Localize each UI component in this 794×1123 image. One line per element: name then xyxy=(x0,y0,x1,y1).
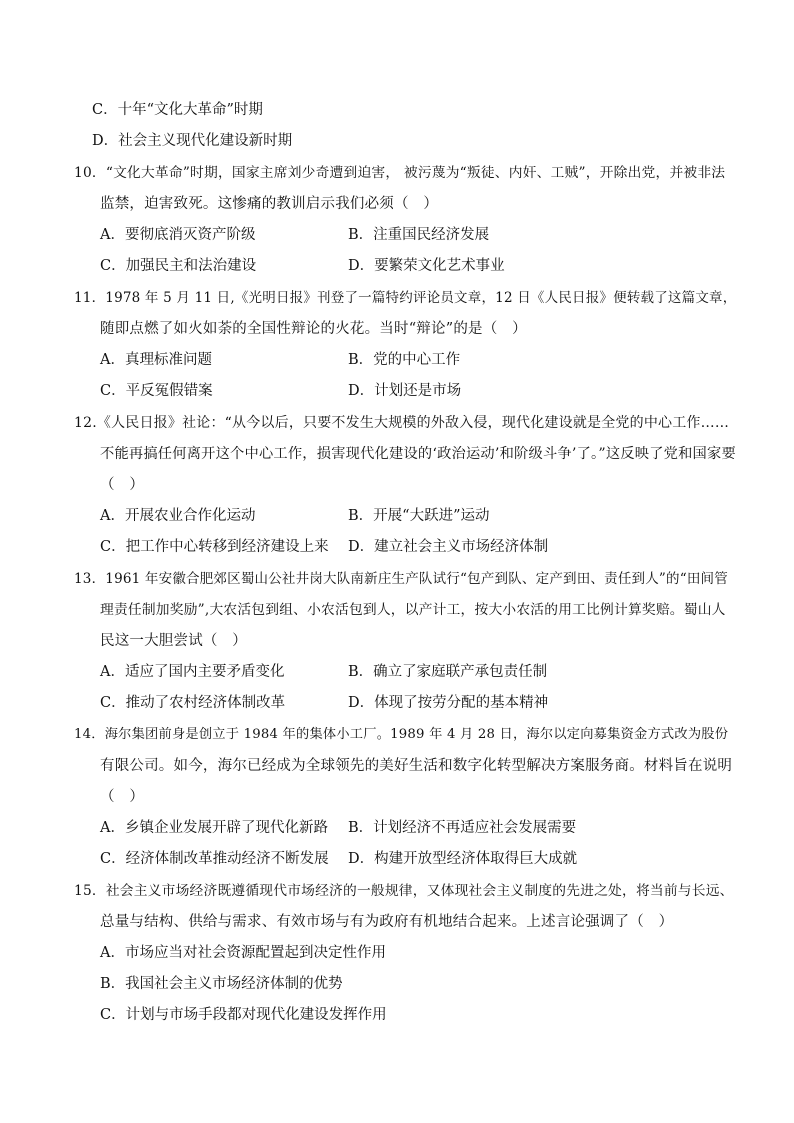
question-text: 13．1961 年安徽合肥郊区蜀山公社井岗大队南新庄生产队试行“包产到队、定产到田、责任到人”的“田间管 xyxy=(74,571,728,587)
option-a: A．市场应当对社会资源配置起到决定性作用 xyxy=(100,945,386,961)
question-text: 随即点燃了如火如荼的全国性辩论的火花。当时“辩论”的是（ ） xyxy=(100,321,527,337)
option-a: A．真理标准问题 xyxy=(100,352,212,368)
question-text: 14．海尔集团前身是创立于 1984 年的集体小工厂。1989 年 4 月 28 日，海尔以定向募集资金方式改为股份 xyxy=(74,727,729,742)
option-d: D．社会主义现代化建设新时期 xyxy=(92,133,293,149)
option-c: C．平反冤假错案 xyxy=(100,383,213,399)
option-b: B．确立了家庭联产承包责任制 xyxy=(348,664,548,680)
question-text: （ ） xyxy=(100,789,145,805)
question-text: 总量与结构、供给与需求、有效市场与有为政府有机地结合起来。上述言论强调了（ ） xyxy=(100,914,674,930)
question-text: 不能再搞任何离开这个中心工作，损害现代化建设的‘政治运动’和阶级斗争’了。”这反映了党和国家要 xyxy=(100,446,736,462)
option-d: D．体现了按劳分配的基本精神 xyxy=(348,695,549,711)
option-a: A．要彻底消灭资产阶级 xyxy=(100,227,256,243)
question-text: 理责任制加奖励”,大农活包到组、小农活包到人，以产计工，按大小农活的用工比例计算奖赔。蜀山人 xyxy=(100,602,726,618)
option-a: A．开展农业合作化运动 xyxy=(100,508,256,524)
question-text: 有限公司。如今，海尔已经成为全球领先的美好生活和数字化转型解决方案服务商。材料旨在说明 xyxy=(100,758,733,774)
question-text: 监禁，迫害致死。这惨痛的教训启示我们必须（ ） xyxy=(100,196,439,212)
option-d: D．要繁荣文化艺术事业 xyxy=(348,258,505,274)
question-text: 15．社会主义市场经济既遵循现代市场经济的一般规律，又体现社会主义制度的先进之处，将当前与长远、 xyxy=(74,883,734,899)
option-b: B．我国社会主义市场经济体制的优势 xyxy=(100,976,343,992)
option-a: A．适应了国内主要矛盾变化 xyxy=(100,664,285,680)
question-text: 民这一大胆尝试（ ） xyxy=(100,633,247,649)
option-b: B．注重国民经济发展 xyxy=(348,227,490,243)
option-d: D．构建开放型经济体取得巨大成就 xyxy=(348,851,578,867)
option-c: C．计划与市场手段都对现代化建设发挥作用 xyxy=(100,1007,387,1023)
question-text: 12.《人民日报》社论：“从今以后，只要不发生大规模的外敌入侵，现代化建设就是全党的中心工作…… xyxy=(74,415,730,431)
question-text: （ ） xyxy=(100,477,145,493)
option-c: C．推动了农村经济体制改革 xyxy=(100,695,286,711)
option-d: D．计划还是市场 xyxy=(348,383,462,399)
option-b: B．计划经济不再适应社会发展需要 xyxy=(348,820,577,836)
option-c: C．加强民主和法治建设 xyxy=(100,258,257,274)
option-c: C．把工作中心转移到经济建设上来 xyxy=(100,539,329,555)
option-c: C．经济体制改革推动经济不断发展 xyxy=(100,851,329,867)
option-c: C．十年“文化大革命”时期 xyxy=(92,102,263,118)
option-a: A．乡镇企业发展开辟了现代化新路 xyxy=(100,820,328,836)
option-b: B．党的中心工作 xyxy=(348,352,461,368)
option-d: D．建立社会主义市场经济体制 xyxy=(348,539,549,555)
option-b: B．开展“大跃进”运动 xyxy=(348,508,490,524)
question-text: 11．1978 年 5 月 11 日,《光明日报》刊登了一篇特约评论员文章，12 日《人民日报》便转载了这篇文章， xyxy=(74,290,737,306)
question-text: 10．“文化大革命”时期，国家主席刘少奇遭到迫害， 被污蔑为“叛徒、内奸、工贼”，开除出党，并被非法 xyxy=(74,165,726,181)
